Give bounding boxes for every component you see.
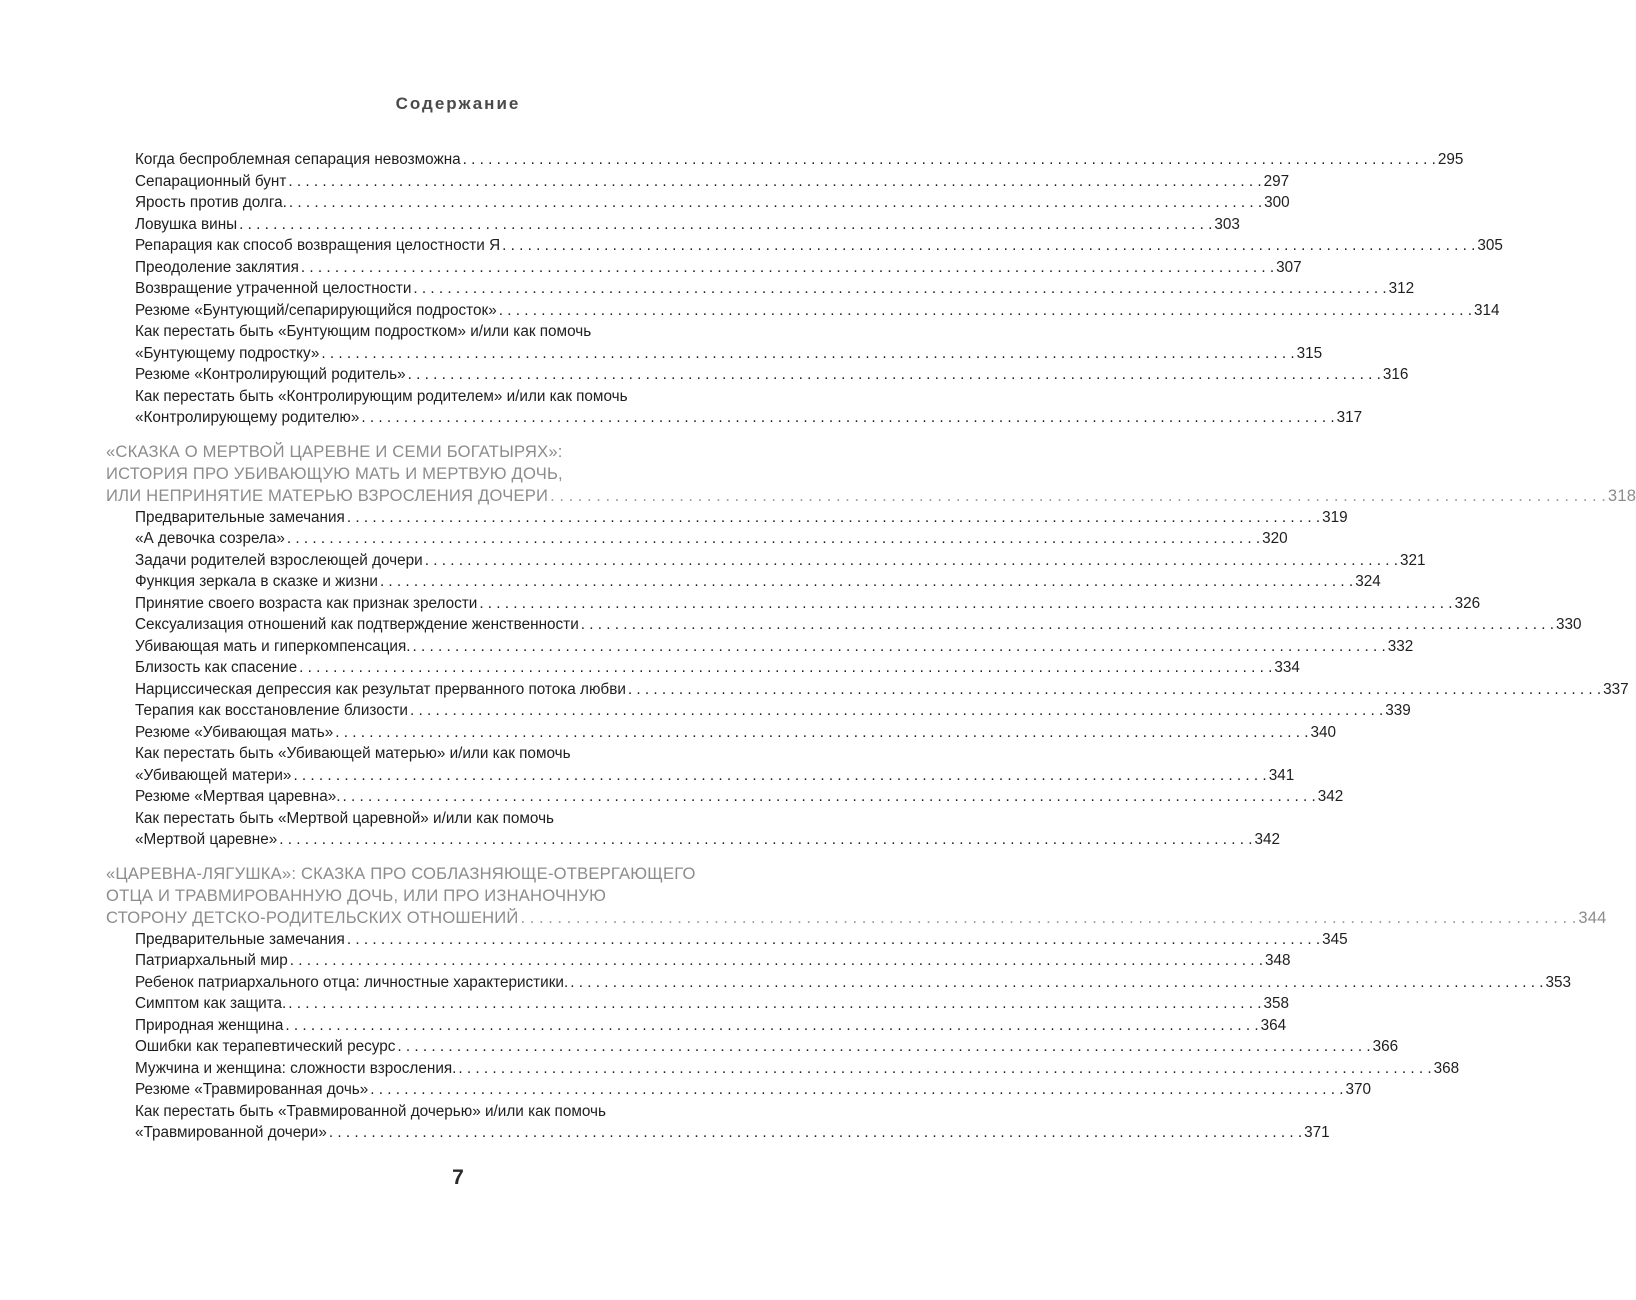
toc-part-title: «ЦАРЕВНА-ЛЯГУШКА»: СКАЗКА ПРО СОБЛАЗНЯЮЩЕ-ОТВЕРГАЮЩЕГО: [106, 863, 696, 883]
toc-entry: [135, 1122, 1330, 1144]
dot-leader: [570, 972, 1543, 994]
toc-page-number: 339: [1385, 702, 1411, 719]
toc-page-number: 315: [1296, 344, 1323, 362]
toc-entry-title: Ловушка вины: [135, 215, 238, 233]
dot-leader: [380, 571, 1353, 593]
toc-entry-title: Природная женщина: [135, 1016, 284, 1034]
toc-page-number: 300: [1264, 194, 1290, 211]
toc-page-number: 358: [1263, 995, 1290, 1012]
dot-leader: [463, 149, 1436, 171]
toc-entry: [135, 171, 1290, 193]
dot-leader: [479, 593, 1452, 615]
toc-page-number: 348: [1265, 952, 1291, 969]
dot-leader: [289, 192, 1262, 214]
dot-leader: [290, 950, 1263, 972]
dot-leader: [293, 765, 1266, 787]
dot-leader: [288, 171, 1261, 193]
toc-page-number: 321: [1399, 551, 1426, 569]
toc-entry: [135, 278, 1415, 300]
toc-entry: [135, 657, 1300, 679]
toc-entry-title: Мужчина и женщина: сложности взросления.: [135, 1059, 457, 1077]
dot-leader: [550, 485, 1606, 507]
dot-leader: [397, 1036, 1370, 1058]
toc-entry-title: Принятие своего возраста как признак зрелости: [135, 594, 478, 612]
dot-leader: [361, 407, 1334, 429]
toc-entry-title: Патриархальный мир: [135, 952, 288, 969]
toc-entry-title: «Контролирующему родителю»: [135, 409, 360, 426]
dot-leader: [408, 364, 1381, 386]
toc-entry-title: Резюме «Убивающая мать»: [135, 723, 334, 741]
toc-entry-title: Предварительные замечания: [135, 508, 345, 526]
toc-page-number: 319: [1322, 508, 1348, 526]
dot-leader: [458, 1058, 1431, 1080]
toc-entry-title: Предварительные замечания: [135, 930, 345, 948]
toc-entry: [135, 786, 1344, 808]
toc-entry: [135, 235, 1503, 257]
toc-entry-title: Близость как спасение: [135, 659, 298, 676]
toc-page-number: 334: [1274, 659, 1300, 676]
toc-page-number: 344: [1578, 907, 1607, 927]
toc-page-number: 320: [1262, 530, 1288, 547]
toc-entry: [135, 1058, 1460, 1080]
toc-entry-title: Ярость против долга.: [135, 194, 287, 211]
toc-entry: [135, 722, 1336, 744]
toc-entry-title: Нарциссическая депрессия как результат прерванного потока любви: [135, 680, 626, 698]
dot-leader: [502, 235, 1475, 257]
toc-page-number: 305: [1477, 237, 1503, 254]
toc-page-number: 340: [1310, 723, 1336, 741]
toc-part-title-line: [106, 907, 1607, 929]
toc-part-title: ИСТОРИЯ ПРО УБИВАЮЩУЮ МАТЬ И МЕРТВУЮ ДОЧЬ,: [106, 463, 563, 483]
toc-entry: [135, 407, 1363, 429]
dot-leader: [279, 829, 1252, 851]
toc-part-title: СТОРОНУ ДЕТСКО-РОДИТЕЛЬСКИХ ОТНОШЕНИЙ: [106, 907, 519, 927]
toc-entry: [135, 614, 1582, 636]
toc-entry: [135, 300, 1500, 322]
toc-entry-title: Как перестать быть «Убивающей матерью» и/или как помочь: [135, 745, 571, 762]
toc-entry-title: Резюме «Бунтующий/сепарирующийся подросток»: [135, 301, 497, 319]
toc-entry-line: [135, 1101, 775, 1123]
table-of-contents: [0, 149, 1636, 1144]
dot-leader: [499, 300, 1472, 322]
toc-page-number: 317: [1336, 409, 1363, 426]
toc-entry-title: Сепарационный бунт: [135, 172, 287, 190]
toc-page-number: 307: [1276, 258, 1302, 276]
dot-leader: [413, 278, 1386, 300]
dot-leader: [329, 1122, 1302, 1144]
dot-leader: [301, 257, 1274, 279]
toc-entry: [135, 679, 1629, 701]
toc-entry: [135, 364, 1409, 386]
dot-leader: [287, 528, 1260, 550]
toc-entry-title: Когда беспроблемная сепарация невозможна: [135, 151, 461, 168]
toc-entry: [135, 929, 1348, 951]
dot-leader: [628, 679, 1601, 701]
toc-page-number: 297: [1263, 172, 1290, 190]
toc-page-number: 316: [1382, 366, 1409, 383]
toc-entry-title: Задачи родителей взрослеющей дочери: [135, 551, 423, 569]
toc-entry-title: Как перестать быть «Травмированной дочерью» и/или как помочь: [135, 1102, 606, 1120]
toc-page-number: 318: [1607, 485, 1636, 505]
toc-part-title: ОТЦА И ТРАВМИРОВАННУЮ ДОЧЬ, ИЛИ ПРО ИЗНАНОЧНУЮ: [106, 885, 607, 905]
toc-entry: [135, 507, 1348, 529]
toc-page-number: 342: [1254, 831, 1281, 848]
toc-entry-line: [135, 743, 775, 765]
dot-leader: [347, 929, 1320, 951]
toc-part-title-line: [106, 485, 1636, 507]
toc-entry-title: Ребенок патриархального отца: личностные характеристики.: [135, 973, 569, 991]
dot-leader: [581, 614, 1554, 636]
toc-entry-title: Симптом как защита.: [135, 995, 287, 1012]
toc-page-number: 345: [1322, 930, 1348, 948]
toc-entry: [135, 528, 1288, 550]
toc-entry-line: [135, 386, 775, 408]
toc-page-number: 364: [1260, 1016, 1287, 1034]
toc-page-number: 337: [1603, 680, 1629, 698]
dot-leader: [288, 993, 1261, 1015]
toc-entry-title: Сексуализация отношений как подтверждение женственности: [135, 616, 579, 633]
toc-entry-title: Терапия как восстановление близости: [135, 702, 408, 719]
toc-part-title-line: [106, 885, 775, 907]
toc-page-number: 312: [1388, 280, 1415, 297]
toc-entry: [135, 343, 1323, 365]
toc-page-number: 303: [1214, 215, 1240, 233]
toc-entry-title: Как перестать быть «Бунтующим подростком» и/или как помочь: [135, 323, 592, 340]
toc-entry-title: Резюме «Травмированная дочь»: [135, 1081, 369, 1098]
dot-leader: [370, 1079, 1343, 1101]
toc-entry: [135, 257, 1302, 279]
toc-entry-line: [135, 321, 775, 343]
toc-page-number: 330: [1556, 616, 1582, 633]
toc-part-title-line: [106, 863, 775, 885]
toc-page-number: 314: [1473, 301, 1500, 319]
toc-part-title: ИЛИ НЕПРИНЯТИЕ МАТЕРЬЮ ВЗРОСЛЕНИЯ ДОЧЕРИ: [106, 485, 549, 505]
toc-entry: [135, 1015, 1287, 1037]
dot-leader: [299, 657, 1272, 679]
toc-entry-title: Репарация как способ возвращения целостности Я: [135, 237, 501, 254]
toc-entry: [135, 700, 1411, 722]
dot-leader: [521, 907, 1577, 929]
dot-leader: [343, 786, 1316, 808]
toc-entry-title: «Мертвой царевне»: [135, 831, 278, 848]
toc-page-number: 326: [1454, 594, 1481, 612]
toc-entry: [135, 149, 1464, 171]
toc-entry: [135, 550, 1426, 572]
toc-part-title-line: [106, 441, 775, 463]
toc-page-number: 370: [1345, 1081, 1372, 1098]
toc-entry: [135, 950, 1291, 972]
dot-leader: [425, 550, 1398, 572]
dot-leader: [335, 722, 1308, 744]
dot-leader: [321, 343, 1294, 365]
toc-entry-title: Как перестать быть «Мертвой царевной» и/или как помочь: [135, 809, 555, 827]
toc-entry: [135, 972, 1571, 994]
toc-entry: [135, 192, 1290, 214]
toc-page-number: 332: [1387, 637, 1414, 655]
toc-entry: [135, 214, 1240, 236]
toc-entry-title: Преодоление заклятия: [135, 258, 299, 276]
toc-page-number: 324: [1355, 573, 1381, 590]
toc-page-number: 295: [1437, 151, 1464, 168]
dot-leader: [239, 214, 1212, 236]
toc-entry-title: Резюме «Контролирующий родитель»: [135, 366, 406, 383]
toc-entry: [135, 993, 1290, 1015]
toc-entry-title: «Травмированной дочери»: [135, 1124, 327, 1141]
toc-entry: [135, 571, 1381, 593]
toc-entry-title: Возвращение утраченной целостности: [135, 280, 412, 297]
toc-page-number: 353: [1545, 973, 1571, 991]
dot-leader: [347, 507, 1320, 529]
toc-entry-title: Резюме «Мертвая царевна».: [135, 788, 341, 805]
toc-entry-line: [135, 808, 775, 830]
toc-entry: [135, 765, 1295, 787]
toc-entry-title: Убивающая мать и гиперкомпенсация.: [135, 637, 411, 655]
dot-leader: [413, 636, 1386, 658]
toc-page-number: 368: [1433, 1059, 1460, 1077]
toc-page-number: 366: [1372, 1038, 1399, 1055]
toc-page-number: 341: [1268, 766, 1295, 784]
toc-entry: [135, 1036, 1399, 1058]
toc-entry-title: «Убивающей матери»: [135, 766, 292, 784]
running-header: Содержание: [395, 94, 521, 113]
toc-entry-title: «Бунтующему подростку»: [135, 344, 320, 362]
toc-entry: [135, 593, 1481, 615]
toc-entry-title: «А девочка созрела»: [135, 530, 285, 547]
toc-entry-title: Ошибки как терапевтический ресурс: [135, 1038, 396, 1055]
toc-entry-title: Функция зеркала в сказке и жизни: [135, 573, 378, 590]
toc-page-number: 342: [1317, 788, 1344, 805]
toc-page-number: 371: [1304, 1124, 1330, 1141]
toc-part-title-line: [106, 463, 775, 485]
toc-entry: [135, 1079, 1372, 1101]
dot-leader: [285, 1015, 1258, 1037]
toc-entry: [135, 636, 1414, 658]
dot-leader: [410, 700, 1383, 722]
toc-entry-title: Как перестать быть «Контролирующим родителем» и/или как помочь: [135, 387, 628, 405]
toc-part-title: «СКАЗКА О МЕРТВОЙ ЦАРЕВНЕ И СЕМИ БОГАТЫРЯХ»:: [106, 441, 563, 461]
toc-entry: [135, 829, 1281, 851]
page-number: 7: [452, 1166, 464, 1189]
